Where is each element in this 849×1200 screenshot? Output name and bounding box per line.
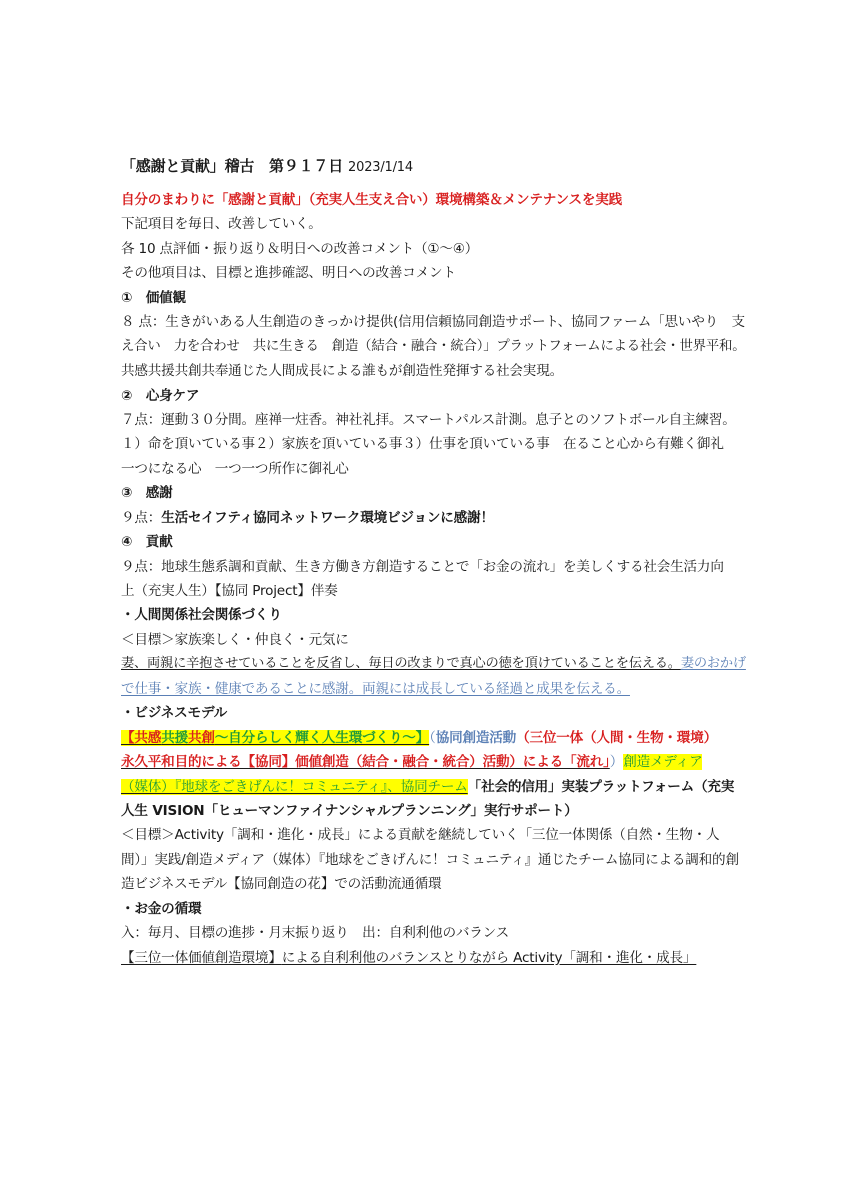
business-line: 人生 VISION「ヒューマンファイナンシャルプランニング」実行サポート） bbox=[121, 802, 578, 819]
intro-line: 各 10 点評価・振り返り＆明日への改善コメント（①～④） bbox=[121, 240, 479, 257]
values-line: ８ 点：生きがいある人生創造のきっかけ提供(信用信頼協同創造サポート、協同ファーム「思いやり 支 bbox=[121, 314, 745, 331]
business-goal-line: 間）」実践/創造メディア（媒体）『地球をごきげんに！コミュニティ』通じたチーム協同による調和的創 bbox=[121, 851, 739, 868]
care-line: ７点：運動３０分間。座禅一炷香。神社礼拝。スマートパルス計測。息子とのソフトボール自主練習。 bbox=[121, 411, 736, 428]
business-seg: （媒体）『地球をごきげんに！コミュニティ』、協同チーム bbox=[121, 778, 468, 795]
intro-line: その他項目は、目標と進捗確認、明日への改善コメント bbox=[121, 265, 456, 282]
section-heading-money: ・お金の循環 bbox=[121, 900, 202, 917]
relations-line bbox=[121, 654, 746, 674]
document-body bbox=[121, 155, 746, 972]
business-goal-line: ＜目標＞Activity「調和・進化・成長」による貢献を継続していく「三位一体関係（自然・生物・人 bbox=[121, 827, 720, 844]
section-heading-business: ・ビジネスモデル bbox=[121, 705, 228, 722]
relations-line bbox=[121, 679, 741, 699]
business-seg: ） bbox=[609, 754, 624, 771]
relations-text-black: 妻、両親に辛抱させていることを反省し、毎日の改まりで真心の徳を頂けていることを伝える。 bbox=[121, 656, 681, 672]
business-seg: （三位一体（人間・生物・環境） bbox=[516, 729, 717, 746]
business-highlight bbox=[121, 730, 429, 746]
gratitude-line bbox=[121, 508, 741, 528]
title-main: 「感謝と貢献」稽古 第９１７日 bbox=[121, 157, 344, 175]
relations-text-blue: 妻のおかげ bbox=[680, 656, 746, 672]
business-seg: 共援 bbox=[161, 729, 188, 746]
care-line: 一つになる心 一つ一つ所作に御礼心 bbox=[121, 460, 349, 477]
money-line bbox=[121, 948, 741, 968]
business-seg: 共創 bbox=[187, 729, 215, 746]
contribution-line: ９点：地球生態系調和貢献、生き方働き方創造することで「お金の流れ」を美しくする社会生活力向 bbox=[121, 558, 724, 575]
page-title bbox=[121, 155, 741, 177]
money-underlined: 【三位一体価値創造環境】 bbox=[121, 949, 282, 966]
business-seg: （ bbox=[429, 729, 436, 746]
relations-goal: ＜目標＞家族楽しく・仲良く・元気に bbox=[121, 631, 349, 648]
section-heading-care: ② 心身ケア bbox=[121, 387, 200, 404]
section-heading-contribution: ④ 貢献 bbox=[121, 534, 173, 551]
relations-text-blue: で仕事・家族・健康であることに感謝。両親には成長している経過と成果を伝える。 bbox=[121, 680, 630, 697]
gratitude-score: ９点： bbox=[121, 509, 162, 526]
business-line bbox=[121, 728, 741, 748]
values-line: え合い 力を合わせ 共に生きる 創造（結合・融合・統合）」プラットフォームによる社会・世界平和。 bbox=[121, 338, 746, 354]
business-line bbox=[121, 752, 741, 772]
section-heading-gratitude: ③ 感謝 bbox=[121, 485, 173, 502]
money-text: による自利利他のバランスとりながら Activity「調和・進化・成長」 bbox=[281, 949, 697, 966]
money-line: 入：毎月、目標の進捗・月末振り返り 出：自利利他のバランス bbox=[121, 925, 510, 942]
contribution-line: 上（充実人生）【協同 Project】伴奏 bbox=[121, 583, 338, 599]
title-date: 2023/1/14 bbox=[348, 160, 413, 175]
business-seg: ～自分らしく輝く人生環づくり～】 bbox=[214, 729, 430, 746]
business-goal-line: 造ビジネスモデル【協同創造の花】での活動流通循環 bbox=[121, 876, 442, 893]
section-heading-relations: ・人間関係社会関係づくり bbox=[121, 607, 282, 624]
care-line: １）命を頂いている事２）家族を頂いている事３）仕事を頂いている事 在ること心から有難く御礼 bbox=[121, 436, 724, 453]
business-seg: 「社会的信用」実装プラットフォーム（充実 bbox=[467, 778, 735, 795]
gratitude-text: 生活セイフティ協同ネットワーク環境ビジョンに感謝！ bbox=[161, 509, 494, 526]
section-heading-values: ① 価値観 bbox=[121, 289, 186, 306]
business-seg: 【共感 bbox=[121, 729, 162, 746]
business-line bbox=[121, 777, 741, 797]
values-line: 共感共援共創共奉通じた人間成長による誰もが創造性発揮する社会実現。 bbox=[121, 363, 563, 380]
business-seg: 永久平和目的による【協同】価値創造（結合・融合・統合）活動）による「流れ」 bbox=[121, 754, 610, 771]
business-seg: 協同創造活動 bbox=[435, 729, 517, 746]
business-seg: 創造メディア bbox=[623, 754, 703, 771]
intro-line: 下記項目を毎日、改善していく。 bbox=[121, 216, 322, 233]
subtitle: 自分のまわりに「感謝と貢献」（充実人生支え合い）環境構築＆メンテナンスを実践 bbox=[121, 192, 623, 208]
